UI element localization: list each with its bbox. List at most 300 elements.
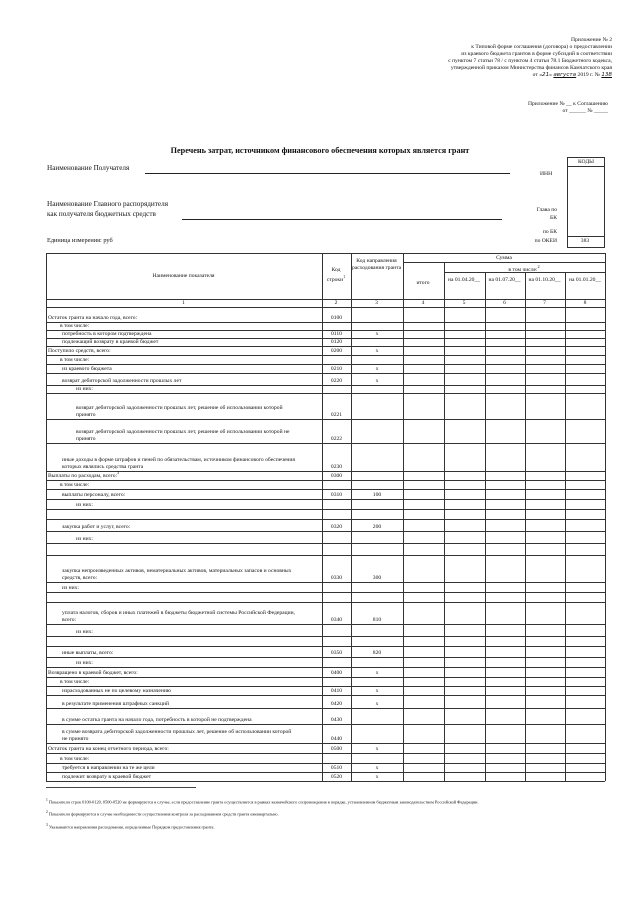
row-label: закупка работ и услуг, всего:	[62, 523, 131, 530]
row-code: 0520	[330, 773, 343, 780]
sum-cell[interactable]	[403, 364, 444, 373]
sum-cell[interactable]	[525, 419, 565, 443]
sum-cell[interactable]	[403, 724, 444, 743]
sum-cell[interactable]	[525, 373, 565, 385]
sum-cell[interactable]	[485, 624, 525, 636]
sum-cell[interactable]	[444, 667, 485, 677]
okei-code: 383	[580, 238, 590, 244]
sum-cell[interactable]	[565, 686, 605, 695]
sum-cell[interactable]	[403, 555, 444, 582]
col-header-q4: на 01.01.20__	[568, 277, 602, 283]
sum-cell[interactable]	[485, 419, 525, 443]
sum-cell[interactable]	[485, 489, 525, 499]
sum-cell[interactable]	[525, 338, 565, 346]
footnote-item: $^3$ Указываются направления расходования, определенные Порядком предоставления гранта.	[46, 822, 215, 830]
sum-cell[interactable]	[525, 772, 565, 781]
sum-cell[interactable]	[525, 753, 565, 763]
sum-cell[interactable]	[485, 322, 525, 330]
sum-cell[interactable]	[444, 338, 485, 346]
sum-cell[interactable]	[525, 531, 565, 543]
sum-cell[interactable]	[403, 499, 444, 509]
sum-cell[interactable]	[444, 772, 485, 781]
row-code: 0410	[330, 687, 343, 694]
sum-cell[interactable]	[403, 695, 444, 708]
sum-cell[interactable]	[525, 355, 565, 364]
row-code: 0110	[331, 330, 342, 337]
sum-cell[interactable]	[485, 592, 525, 602]
sum-cell[interactable]	[565, 480, 605, 489]
codes-label: КОДЫ	[567, 157, 605, 166]
sum-cell[interactable]	[444, 743, 485, 753]
sum-cell[interactable]	[525, 489, 565, 499]
sum-cell[interactable]	[525, 393, 565, 419]
sum-cell[interactable]	[565, 509, 605, 519]
row-direction-code: x	[375, 687, 379, 694]
sum-cell[interactable]	[525, 443, 565, 471]
sum-cell[interactable]	[444, 686, 485, 695]
col-header-code-direction: Код направления расходования гранта	[351, 258, 402, 271]
sum-cell[interactable]	[565, 314, 605, 322]
sum-cell[interactable]	[525, 686, 565, 695]
row-code: 0120	[330, 338, 343, 345]
sum-cell[interactable]	[485, 646, 525, 657]
sum-cell[interactable]	[485, 657, 525, 667]
table-row	[46, 373, 605, 385]
sum-cell[interactable]	[444, 314, 485, 322]
row-code: 0430	[330, 716, 343, 723]
main-admin-label-1: Наименование Главного распорядителя	[47, 200, 168, 208]
sum-cell[interactable]	[485, 443, 525, 471]
col-num: 5	[462, 300, 466, 306]
sum-cell[interactable]	[403, 646, 444, 657]
row-label: из них:	[76, 385, 93, 392]
row-label: Поступило средств, всего:	[48, 347, 111, 354]
row-code: 0510	[330, 764, 343, 771]
sum-cell[interactable]	[565, 322, 605, 330]
sum-cell[interactable]	[565, 724, 605, 743]
sum-cell[interactable]	[403, 677, 444, 686]
table-top-border	[46, 253, 605, 254]
glava-label-1: Глава по	[536, 207, 557, 213]
sum-cell[interactable]	[444, 393, 485, 419]
sum-cell[interactable]	[565, 602, 605, 624]
date-month: августа	[553, 72, 577, 78]
sum-cell[interactable]	[525, 385, 565, 393]
sum-cell[interactable]	[565, 555, 605, 582]
sum-cell[interactable]	[525, 322, 565, 330]
sum-cell[interactable]	[403, 314, 444, 322]
sum-cell[interactable]	[444, 636, 485, 646]
col-header-total: итого	[416, 280, 430, 286]
sum-cell[interactable]	[444, 657, 485, 667]
page-title: Перечень затрат, источником финансового обеспечения которых является грант	[170, 146, 470, 155]
sum-cell[interactable]	[565, 708, 605, 724]
sum-cell[interactable]	[403, 602, 444, 624]
sum-cell[interactable]	[403, 582, 444, 592]
col-num: 4	[421, 300, 425, 306]
sum-cell[interactable]	[444, 602, 485, 624]
table-row	[46, 543, 605, 555]
sum-cell[interactable]	[403, 443, 444, 471]
sum-cell[interactable]	[444, 695, 485, 708]
sum-cell[interactable]	[525, 499, 565, 509]
table-row	[46, 338, 605, 346]
table-row	[46, 592, 605, 602]
sum-cell[interactable]	[485, 708, 525, 724]
sum-cell[interactable]	[525, 509, 565, 519]
sum-cell[interactable]	[565, 519, 605, 531]
row-direction-code: x	[375, 365, 379, 372]
table-row	[46, 724, 605, 743]
col-header-code-line: Код строки$^1$	[326, 267, 346, 283]
sum-cell[interactable]	[485, 330, 525, 338]
appendix-line: Приложение № __ к Соглашению	[527, 101, 608, 107]
sum-cell[interactable]	[565, 636, 605, 646]
row-direction-code: x	[375, 669, 379, 676]
sum-cell[interactable]	[403, 373, 444, 385]
footnotes	[46, 797, 606, 830]
sum-cell[interactable]	[485, 480, 525, 489]
sum-cell[interactable]	[565, 624, 605, 636]
date-day: 21	[542, 72, 550, 78]
row-code: 0220	[330, 377, 343, 384]
sum-cell[interactable]	[403, 543, 444, 555]
sum-cell[interactable]	[403, 686, 444, 695]
row-label: закупка непроизведенных активов, нематериальных активов, материальных запасов и основных средств, всего:	[62, 568, 292, 581]
row-label: Остаток гранта на конец отчетного периода, всего:	[48, 745, 169, 752]
header-line: утвержденной приказом Министерства финансов Камчатского края	[450, 65, 612, 71]
row-label: Возвращено в краевой бюджет, всего:	[48, 669, 138, 676]
sum-cell[interactable]	[485, 471, 525, 480]
col-header-sum: Сумма	[496, 255, 512, 261]
table-row	[46, 531, 605, 543]
footnote-item: $^1$ Показатели строк 0100-0120, 0500-0520 не формируются в случае, если предоставление гранта осуществляется в рамках казначейского сопровождения в порядке, установленном бюджетным законодательством Российской Федерации.	[46, 798, 479, 805]
appendix-date: от ______ № _____	[562, 108, 608, 114]
sum-cell[interactable]	[525, 346, 565, 355]
sum-cell[interactable]	[565, 582, 605, 592]
sum-cell[interactable]	[485, 695, 525, 708]
sum-cell[interactable]	[525, 519, 565, 531]
sum-cell[interactable]	[403, 636, 444, 646]
sum-cell[interactable]	[565, 592, 605, 602]
sum-cell[interactable]	[403, 772, 444, 781]
row-code: 0400	[330, 669, 343, 676]
row-label: возврат дебиторской задолженности прошлых лет, решение об использовании которой принято	[76, 405, 283, 418]
appendix-agreement	[408, 101, 608, 115]
sum-cell[interactable]	[444, 346, 485, 355]
table-row	[46, 355, 605, 364]
column-number-line	[46, 307, 605, 308]
sum-cell[interactable]	[565, 393, 605, 419]
sum-cell[interactable]	[403, 480, 444, 489]
sum-cell[interactable]	[485, 724, 525, 743]
row-code: 0210	[330, 365, 343, 372]
col-num: 7	[543, 300, 546, 306]
sum-cell[interactable]	[565, 355, 605, 364]
sum-cell[interactable]	[485, 373, 525, 385]
sum-cell[interactable]	[525, 624, 565, 636]
table-row	[46, 471, 605, 480]
sum-cell[interactable]	[565, 763, 605, 772]
sum-cell[interactable]	[403, 322, 444, 330]
sum-cell[interactable]	[485, 743, 525, 753]
row-label: в результате применения штрафных санкций	[62, 700, 169, 707]
sum-cell[interactable]	[565, 338, 605, 346]
sum-cell[interactable]	[485, 772, 525, 781]
row-label: выплаты персоналу, всего:	[62, 491, 126, 498]
sum-cell[interactable]	[565, 667, 605, 677]
sum-cell[interactable]	[403, 519, 444, 531]
sum-cell[interactable]	[485, 393, 525, 419]
sum-cell[interactable]	[485, 519, 525, 531]
row-direction-code: x	[375, 764, 379, 771]
sum-cell[interactable]	[444, 555, 485, 582]
sum-cell[interactable]	[444, 373, 485, 385]
sum-cell[interactable]	[525, 364, 565, 373]
sum-cell[interactable]	[565, 695, 605, 708]
sum-cell[interactable]	[565, 364, 605, 373]
sum-cell[interactable]	[444, 419, 485, 443]
table-row	[46, 385, 605, 393]
sum-cell[interactable]	[485, 582, 525, 592]
col-num: 3	[375, 300, 378, 306]
table-row	[46, 636, 605, 646]
sum-cell[interactable]	[485, 555, 525, 582]
table-row	[46, 330, 605, 338]
sum-cell[interactable]	[444, 753, 485, 763]
glava-label-2: БК	[550, 215, 557, 221]
sum-cell[interactable]	[444, 724, 485, 743]
table-row	[46, 489, 605, 499]
sum-cell[interactable]	[403, 419, 444, 443]
sum-cell[interactable]	[444, 646, 485, 657]
sum-cell[interactable]	[525, 724, 565, 743]
sum-cell[interactable]	[444, 489, 485, 499]
sum-cell[interactable]	[525, 592, 565, 602]
table-right-border	[605, 253, 606, 781]
sum-cell[interactable]	[403, 592, 444, 602]
sum-cell[interactable]	[485, 338, 525, 346]
sum-cell[interactable]	[565, 330, 605, 338]
footnote-separator	[46, 787, 196, 788]
sum-cell[interactable]	[403, 509, 444, 519]
row-label: в том числе:	[60, 678, 90, 685]
sum-cell[interactable]	[403, 657, 444, 667]
sum-cell[interactable]	[403, 393, 444, 419]
row-code: 0420	[330, 700, 343, 707]
row-code: 0330	[330, 574, 343, 581]
table-row	[46, 555, 605, 582]
sum-cell[interactable]	[444, 443, 485, 471]
sum-cell[interactable]	[403, 743, 444, 753]
table-row	[46, 364, 605, 373]
sum-cell[interactable]	[525, 695, 565, 708]
row-label: из них:	[76, 628, 93, 635]
sum-cell[interactable]	[565, 677, 605, 686]
sum-cell[interactable]	[403, 346, 444, 355]
sum-cell[interactable]	[525, 636, 565, 646]
sum-cell[interactable]	[525, 471, 565, 480]
sum-cell[interactable]	[485, 686, 525, 695]
sum-cell[interactable]	[565, 543, 605, 555]
row-label: в том числе:	[60, 322, 90, 329]
sum-cell[interactable]	[403, 667, 444, 677]
row-label: возврат дебиторской задолженности прошлых лет, решение об использовании которой не принято	[76, 429, 290, 442]
sum-cell[interactable]	[525, 480, 565, 489]
table-row	[46, 480, 605, 489]
sum-cell[interactable]	[525, 677, 565, 686]
sum-cell[interactable]	[565, 531, 605, 543]
sum-cell[interactable]	[403, 753, 444, 763]
row-label: из них:	[76, 535, 93, 542]
sum-cell[interactable]	[403, 330, 444, 338]
sum-cell[interactable]	[485, 667, 525, 677]
main-admin-label-2: как получателя бюджетных средств	[47, 210, 156, 218]
row-direction-code: x	[375, 330, 379, 337]
sum-cell[interactable]	[403, 355, 444, 364]
sum-cell[interactable]	[525, 667, 565, 677]
sum-cell[interactable]	[565, 471, 605, 480]
header-line: к Типовой форме соглашения (договора) о предоставлении	[471, 44, 612, 50]
sum-cell[interactable]	[485, 753, 525, 763]
row-label: подлежащий возврату в краевой бюджет	[62, 338, 159, 345]
sum-cell[interactable]	[485, 385, 525, 393]
col-header-q1: на 01.04.20__	[447, 277, 481, 283]
header-attachment	[282, 37, 612, 79]
sum-cell[interactable]	[444, 385, 485, 393]
sum-cell[interactable]	[525, 314, 565, 322]
sum-cell[interactable]	[485, 543, 525, 555]
row-direction-code: x	[375, 700, 379, 707]
sum-cell[interactable]	[403, 763, 444, 772]
row-label: из них:	[76, 659, 93, 666]
row-code: 0440	[330, 735, 343, 742]
bk-label: по БК	[542, 229, 557, 235]
row-label: в том числе:	[60, 481, 90, 488]
sum-cell[interactable]	[485, 763, 525, 772]
sum-cell[interactable]	[525, 602, 565, 624]
header-date: от «21» августа 2019 г. № 138	[532, 72, 612, 78]
row-label: из них:	[76, 501, 93, 508]
sum-cell[interactable]	[525, 555, 565, 582]
sum-cell[interactable]	[525, 743, 565, 753]
sum-cell[interactable]	[565, 657, 605, 667]
sum-cell[interactable]	[485, 355, 525, 364]
sum-cell[interactable]	[444, 364, 485, 373]
table-row	[46, 667, 605, 677]
sum-cell[interactable]	[444, 677, 485, 686]
sum-cell[interactable]	[403, 385, 444, 393]
sum-cell[interactable]	[403, 531, 444, 543]
row-label: иные доходы в форме штрафов и пеней по обязательствам, источником финансового обеспечения которых являлись средства гранта	[62, 457, 295, 470]
sum-cell[interactable]	[444, 763, 485, 772]
sum-cell[interactable]	[485, 346, 525, 355]
sum-cell[interactable]	[485, 677, 525, 686]
col-header-q3: на 01.10.20__	[528, 277, 561, 283]
sum-cell[interactable]	[565, 385, 605, 393]
row-label: требуется в направлении на те же цели	[62, 764, 155, 771]
sum-cell[interactable]	[485, 364, 525, 373]
sum-cell[interactable]	[403, 624, 444, 636]
sum-cell[interactable]	[444, 322, 485, 330]
sum-cell[interactable]	[403, 471, 444, 480]
sum-cell[interactable]	[525, 763, 565, 772]
sum-cell[interactable]	[444, 624, 485, 636]
main-admin-underline	[182, 219, 502, 220]
sum-cell[interactable]	[525, 543, 565, 555]
row-code: 0340	[330, 616, 343, 623]
row-code: 0320	[330, 523, 343, 530]
sum-cell[interactable]	[444, 499, 485, 509]
sum-cell[interactable]	[444, 543, 485, 555]
sum-cell[interactable]	[403, 708, 444, 724]
row-direction-code: 810	[372, 616, 382, 623]
sum-cell[interactable]	[525, 657, 565, 667]
sum-cell[interactable]	[565, 443, 605, 471]
sum-cell[interactable]	[444, 592, 485, 602]
sum-cell[interactable]	[444, 355, 485, 364]
sum-cell[interactable]	[565, 772, 605, 781]
sum-cell[interactable]	[403, 338, 444, 346]
row-line	[46, 781, 605, 782]
sum-cell[interactable]	[485, 636, 525, 646]
sum-cell[interactable]	[565, 489, 605, 499]
sum-cell[interactable]	[565, 753, 605, 763]
sum-cell[interactable]	[444, 708, 485, 724]
sum-cell[interactable]	[565, 646, 605, 657]
sum-cell[interactable]	[565, 373, 605, 385]
sum-cell[interactable]	[403, 489, 444, 499]
sum-cell[interactable]	[565, 346, 605, 355]
sum-cell[interactable]	[525, 708, 565, 724]
sum-cell[interactable]	[485, 509, 525, 519]
table-row	[46, 646, 605, 657]
sum-cell[interactable]	[485, 314, 525, 322]
sum-cell[interactable]	[485, 499, 525, 509]
table-row	[46, 753, 605, 763]
table-row	[46, 686, 605, 695]
col-header-name: Наименование показателя	[152, 273, 215, 279]
sum-cell[interactable]	[525, 646, 565, 657]
sum-cell[interactable]	[525, 582, 565, 592]
sum-cell[interactable]	[485, 602, 525, 624]
header-line: из краевого бюджета грантов в форме субсидий в соответствии	[461, 51, 612, 57]
sum-cell[interactable]	[444, 330, 485, 338]
table-row	[46, 314, 605, 322]
sum-cell[interactable]	[485, 531, 525, 543]
sum-cell[interactable]	[444, 471, 485, 480]
table-row	[46, 743, 605, 753]
sum-cell[interactable]	[525, 330, 565, 338]
sum-cell[interactable]	[444, 519, 485, 531]
sum-cell[interactable]	[444, 509, 485, 519]
sum-cell[interactable]	[444, 480, 485, 489]
header-line: Приложение № 2	[571, 37, 612, 43]
row-label: Остаток гранта на начало года, всего:	[48, 314, 138, 321]
row-label: в том числе:	[60, 356, 90, 363]
row-label: возврат дебиторской задолженности прошлых лет	[62, 377, 182, 384]
table-row	[46, 657, 605, 667]
table-row	[46, 602, 605, 624]
sum-cell[interactable]	[565, 419, 605, 443]
col-header-q2: на 01.07.20__	[488, 277, 521, 283]
row-code: 0100	[330, 314, 343, 321]
sum-cell[interactable]	[565, 499, 605, 509]
sum-cell[interactable]	[444, 582, 485, 592]
sum-cell[interactable]	[565, 743, 605, 753]
row-code: 0500	[330, 745, 343, 752]
sum-cell[interactable]	[444, 531, 485, 543]
